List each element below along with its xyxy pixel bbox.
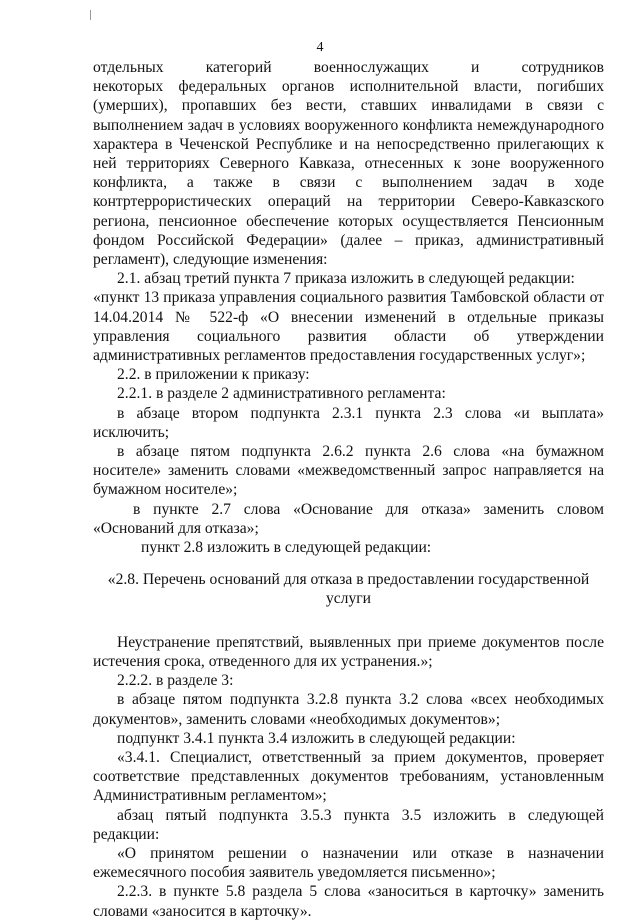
paragraph: в абзаце пятом подпункта 3.2.8 пункта 3.2 слова «всех необходимых документов», заменить словами «необходимых документов»; bbox=[93, 691, 604, 728]
paragraph: «3.4.1. Специалист, ответственный за прием документов, проверяет соответствие представленных документов требованиям, установленным Административным регламентом»; bbox=[93, 748, 604, 805]
paragraph: некоторых федеральных органов исполнительной власти, погибших (умерших), пропавших без вести, ставших инвалидами в связи с выполнением задач в условиях вооруженного конфликта немеждународного характера в Чеченской Республике и на непосредственно прилегающих к ней территориях Северного Кавказа, отнесенных к зоне вооруженного конфликта, а также в связи с выполнением задач в ходе контртеррористических операций на территории Северо-Кавказского региона, пенсионное обеспечение которых осуществляется Пенсионным фондом Российской Федерации» (далее – приказ, административный регламент), следующие изменения: bbox=[93, 78, 604, 269]
paragraph: в пункте 2.7 слова «Основание для отказа» заменить словом «Оснований для отказа»; bbox=[93, 500, 604, 537]
paragraph: 2.2.2. в разделе 3: bbox=[117, 672, 234, 690]
paragraph: подпункт 3.4.1 пункта 3.4 изложить в следующей редакции: bbox=[117, 729, 516, 747]
paragraph: в абзаце пятом подпункта 2.6.2 пункта 2.6 слова «на бумажном носителе» заменить словами «межведомственный запрос направляется на бумажном носителе»; bbox=[93, 443, 604, 499]
section-heading: «2.8. Перечень оснований для отказа в предоставлении государственной услуги bbox=[107, 571, 590, 608]
paragraph: отдельных категорий военнослужащих и сотрудников bbox=[93, 59, 604, 76]
document-body bbox=[93, 58, 604, 921]
paragraph: пункт 2.8 изложить в следующей редакции: bbox=[141, 539, 432, 557]
paragraph: абзац пятый подпункта 3.5.3 пункта 3.5 изложить в следующей редакции: bbox=[93, 806, 604, 843]
paragraph: в абзаце втором подпункта 2.3.1 пункта 2.3 слова «и выплата» исключить; bbox=[93, 404, 604, 441]
paragraph: «О принятом решении о назначении или отказе в назначении ежемесячного пособия заявитель уведомляется письменно»; bbox=[93, 844, 604, 882]
paragraph: 2.2. в приложении к приказу: bbox=[117, 366, 310, 384]
paragraph: 2.1. абзац третий пункта 7 приказа изложить в следующей редакции: bbox=[117, 270, 575, 288]
paragraph: 2.2.1. в разделе 2 административного регламента: bbox=[117, 385, 446, 403]
paragraph: Неустранение препятствий, выявленных при приеме документов после истечения срока, отведенного для их устранения.»; bbox=[93, 633, 604, 670]
scan-mark bbox=[90, 10, 91, 20]
paragraph: 2.2.3. в пункте 5.8 раздела 5 слова «заноситься в карточку» заменить словами «заносится в карточку». bbox=[93, 883, 604, 920]
page-number: 4 bbox=[316, 40, 324, 55]
paragraph: «пункт 13 приказа управления социального развития Тамбовской области от 14.04.2014 № 522-ф «О внесении изменений в отдельные приказы управления социального развития области об утверждении административных регламентов предоставления государственных услуг»; bbox=[93, 289, 604, 365]
